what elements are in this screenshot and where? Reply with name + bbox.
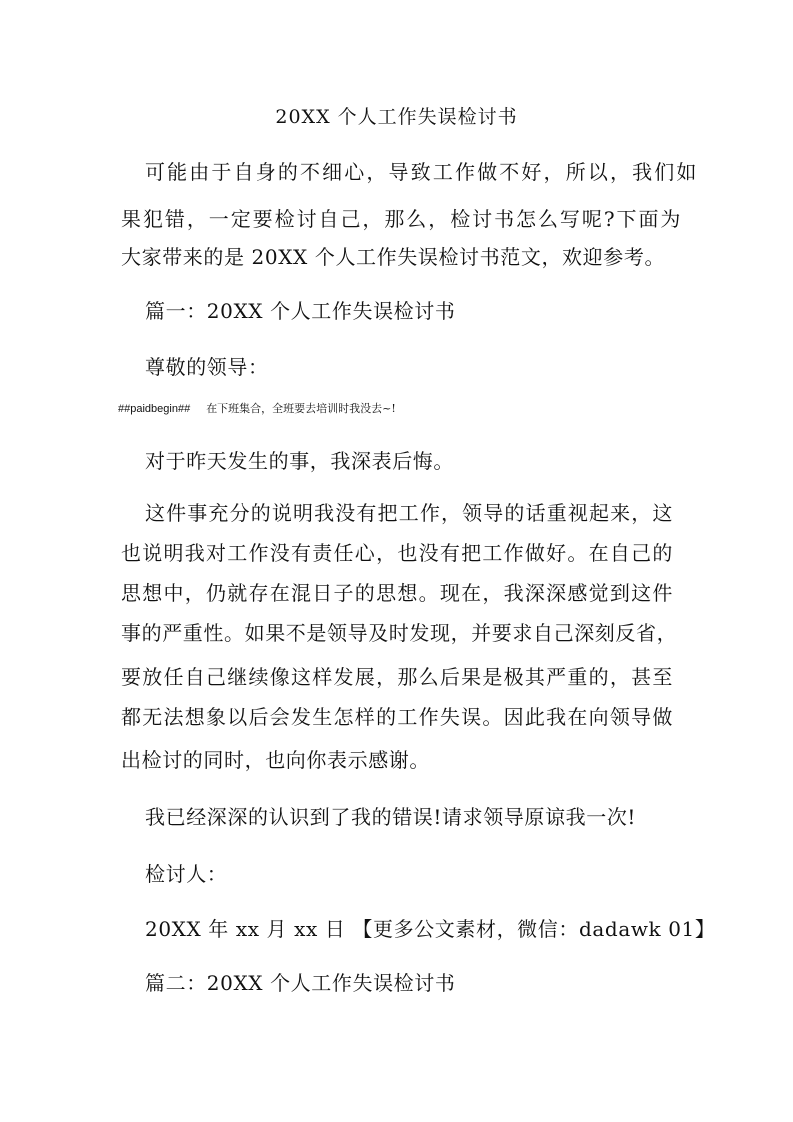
salutation: 尊敬的领导： bbox=[145, 355, 269, 379]
body-line-3: 思想中，仍就存在混日子的思想。现在，我深深感觉到这件 bbox=[121, 581, 673, 605]
body-line-4: 事的严重性。如果不是领导及时发现，并要求自己深刻反省， bbox=[121, 621, 678, 645]
apology-line: 我已经深深的认识到了我的错误!请求领导原谅我一次! bbox=[145, 805, 637, 829]
intro-line-1: 可能由于自身的不细心，导致工作做不好，所以，我们如 bbox=[145, 160, 697, 184]
part2-heading: 篇二：20XX 个人工作失误检讨书 bbox=[145, 971, 456, 995]
date-line: 20XX 年 xx 月 xx 日 【更多公文素材，微信：dadawk 01】 bbox=[145, 917, 716, 941]
document-title: 20XX 个人工作失误检讨书 bbox=[275, 106, 518, 128]
intro-line-2: 果犯错，一定要检讨自己，那么，检讨书怎么写呢?下面为 bbox=[121, 207, 681, 231]
paid-marker-line bbox=[118, 401, 396, 417]
intro-line-3: 大家带来的是 20XX 个人工作失误检讨书范文，欢迎参考。 bbox=[121, 245, 666, 269]
body-line-7: 出检讨的同时，也向你表示感谢。 bbox=[121, 748, 430, 772]
paid-tag: ##paidbegin## bbox=[118, 403, 191, 415]
regret-paragraph: 对于昨天发生的事，我深表后悔。 bbox=[145, 449, 454, 473]
body-line-6: 都无法想象以后会发生怎样的工作失误。因此我在向领导做 bbox=[121, 705, 673, 729]
paid-text: 在下班集合，全班要去培训时我没去~! bbox=[206, 402, 396, 415]
body-line-5: 要放任自己继续像这样发展，那么后果是极其严重的，甚至 bbox=[121, 665, 673, 689]
body-line-1: 这件事充分的说明我没有把工作，领导的话重视起来，这 bbox=[145, 501, 673, 525]
part1-heading: 篇一：20XX 个人工作失误检讨书 bbox=[145, 299, 456, 323]
signer-label: 检讨人： bbox=[145, 862, 228, 886]
body-line-2: 也说明我对工作没有责任心，也没有把工作做好。在自己的 bbox=[121, 541, 673, 565]
